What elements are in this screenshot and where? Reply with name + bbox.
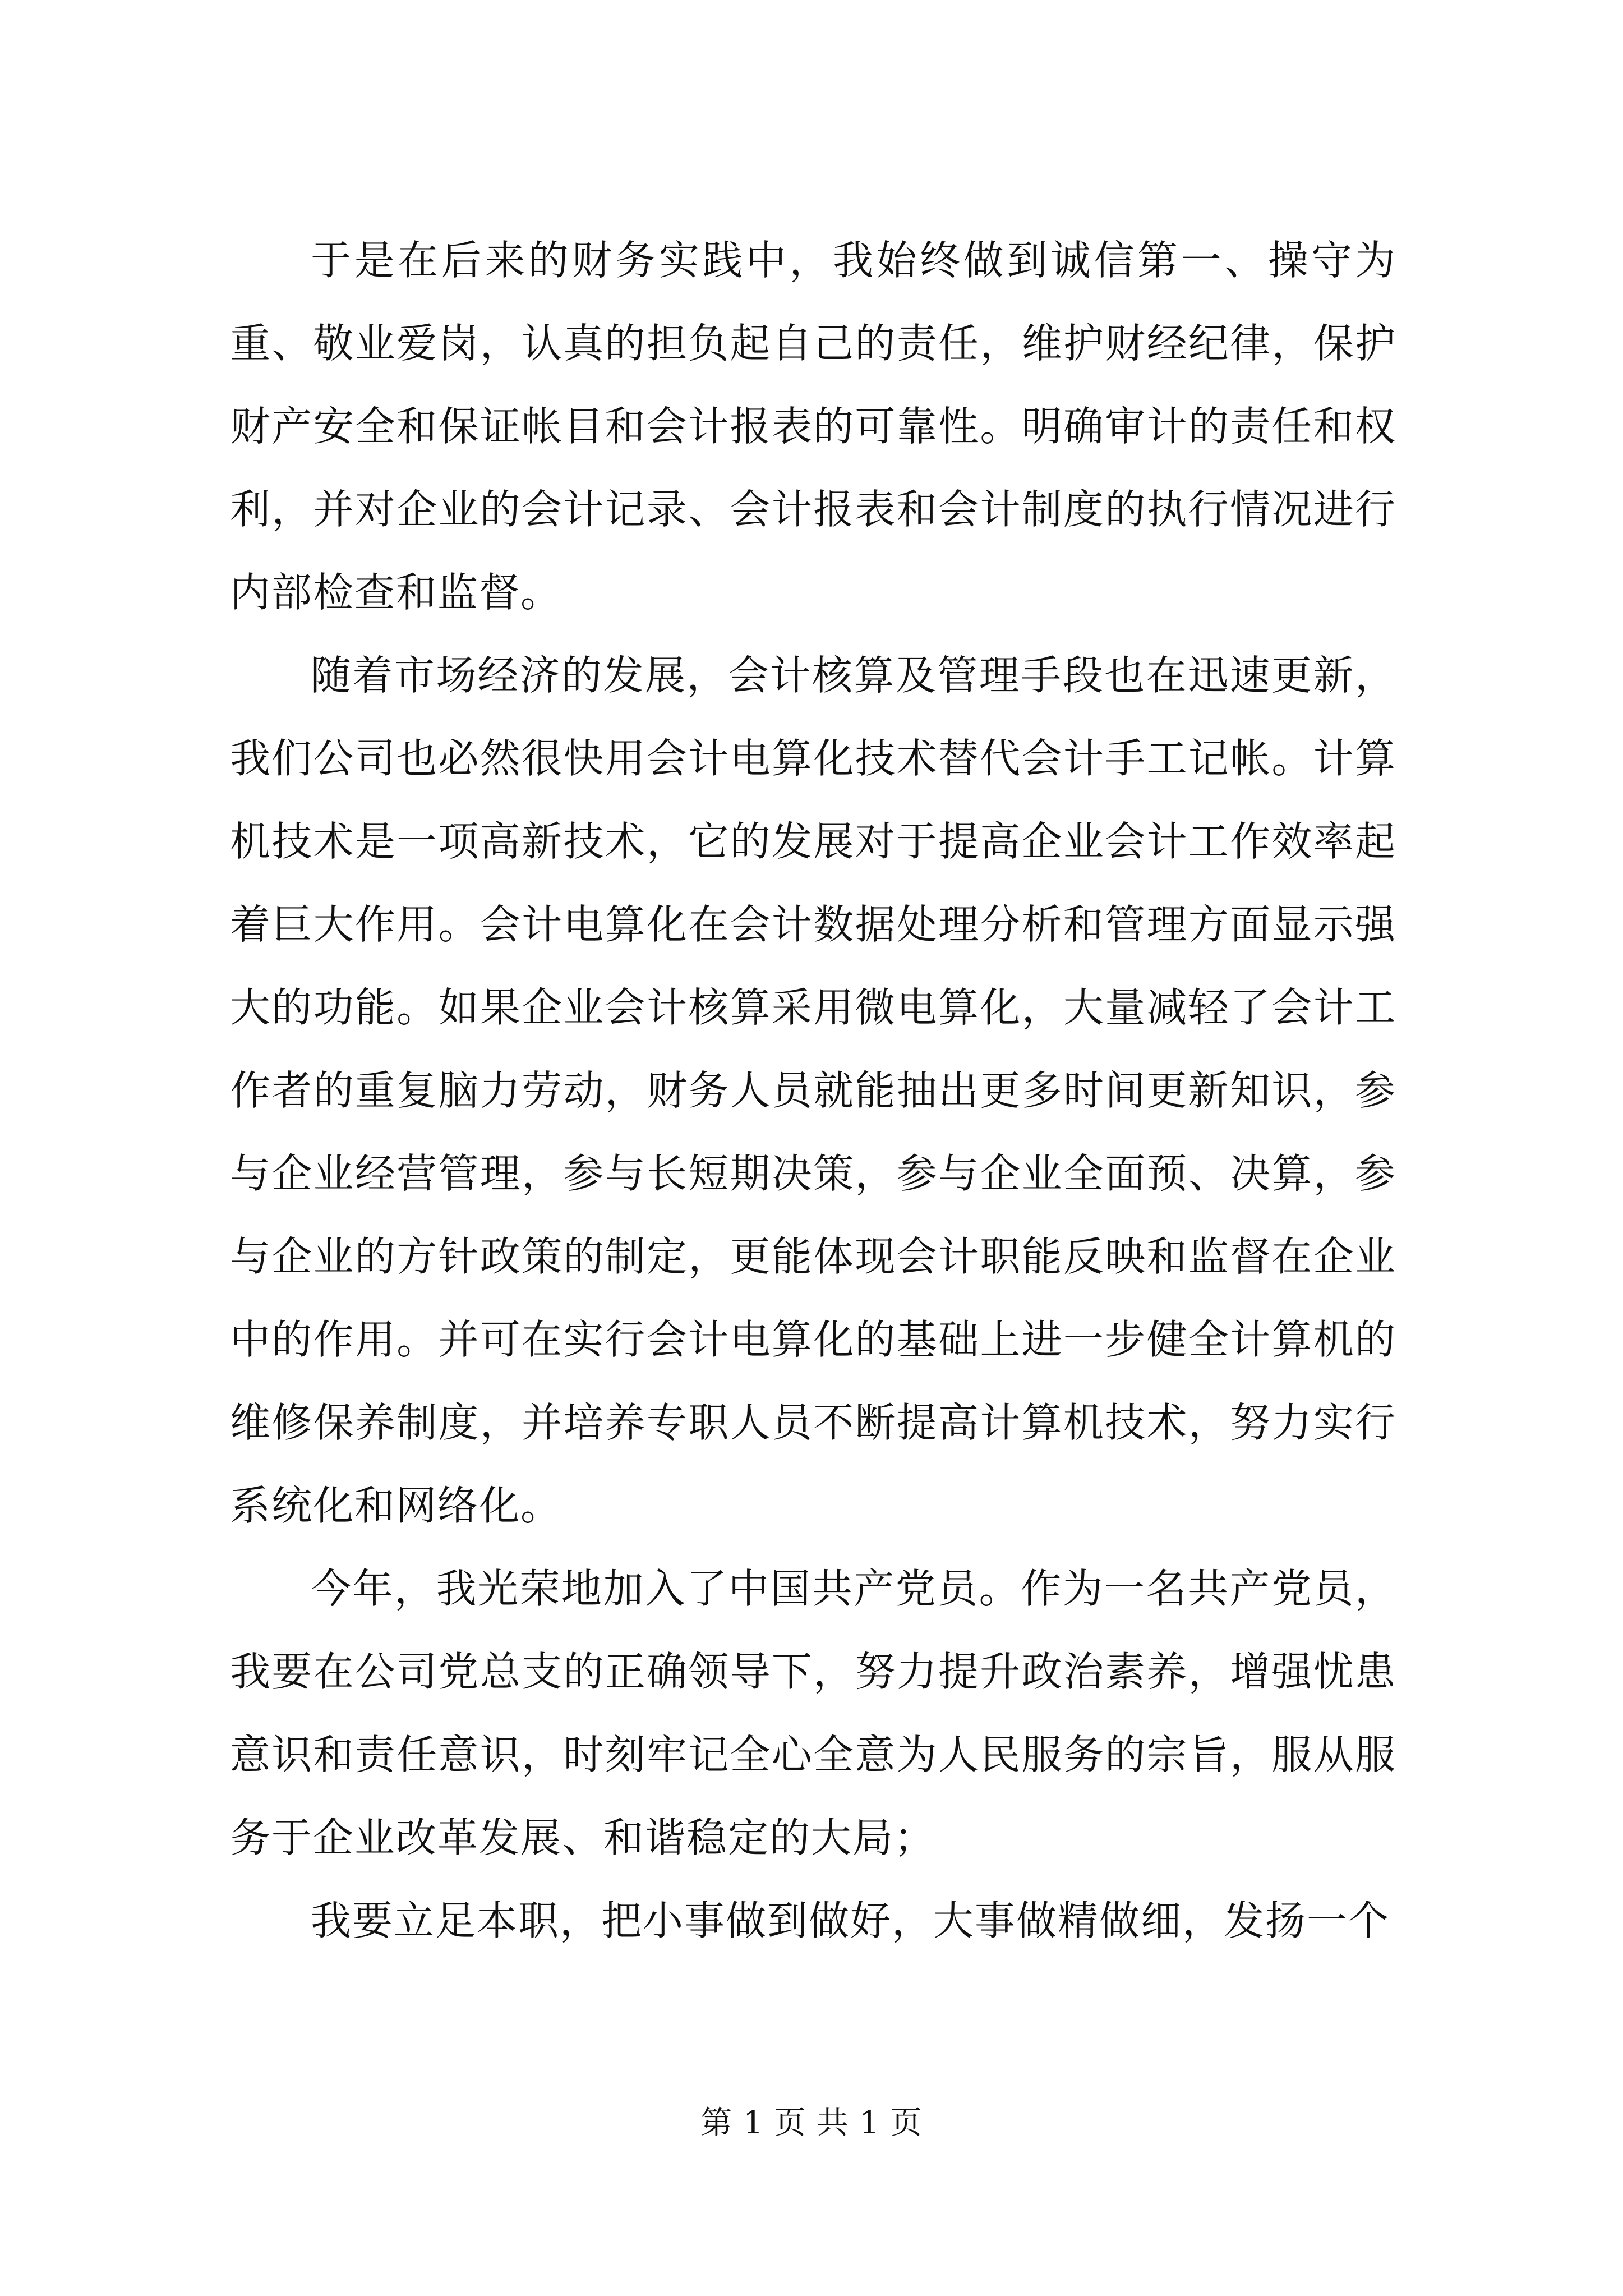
page-footer: 第 1 页 共 1 页 bbox=[700, 2105, 923, 2141]
paragraph-3: 今年，我光荣地加入了中国共产党员。作为一名共产党员，我要在公司党总支的正确领导下，努力提升政治素养，增强忧患意识和责任意识，时刻牢记全心全意为人民服务的宗旨，服从服务于企业改革发展、和谐稳定的大局； bbox=[230, 1565, 1396, 1861]
paragraph-2: 随着市场经济的发展，会计核算及管理手段也在迅速更新，我们公司也必然很快用会计电算化技术替代会计手工记帐。计算机技术是一项高新技术，它的发展对于提高企业会计工作效率起着巨大作用。会计电算化在会计数据处理分析和管理方面显示强大的功能。如果企业会计核算采用微电算化，大量减轻了会计工作者的重复脑力劳动，财务人员就能抽出更多时间更新知识，参与企业经营管理，参与长短期决策，参与企业全面预、决算，参与企业的方针政策的制定，更能体现会计职能反映和监督在企业中的作用。并可在实行会计电算化的基础上进一步健全计算机的维修保养制度，并培养专职人员不断提高计算机技术，努力实行系统化和网络化。 bbox=[230, 652, 1396, 1529]
paragraph-4: 我要立足本职，把小事做到做好，大事做精做细，发扬一个 bbox=[311, 1897, 1390, 1944]
paragraph-1: 于是在后来的财务实践中，我始终做到诚信第一、操守为重、敬业爱岗，认真的担负起自己的责任，维护财经纪律，保护财产安全和保证帐目和会计报表的可靠性。明确审计的责任和权利，并对企业的会计记录、会计报表和会计制度的执行情况进行内部检查和监督。 bbox=[230, 237, 1396, 616]
document-body bbox=[230, 219, 1396, 1962]
